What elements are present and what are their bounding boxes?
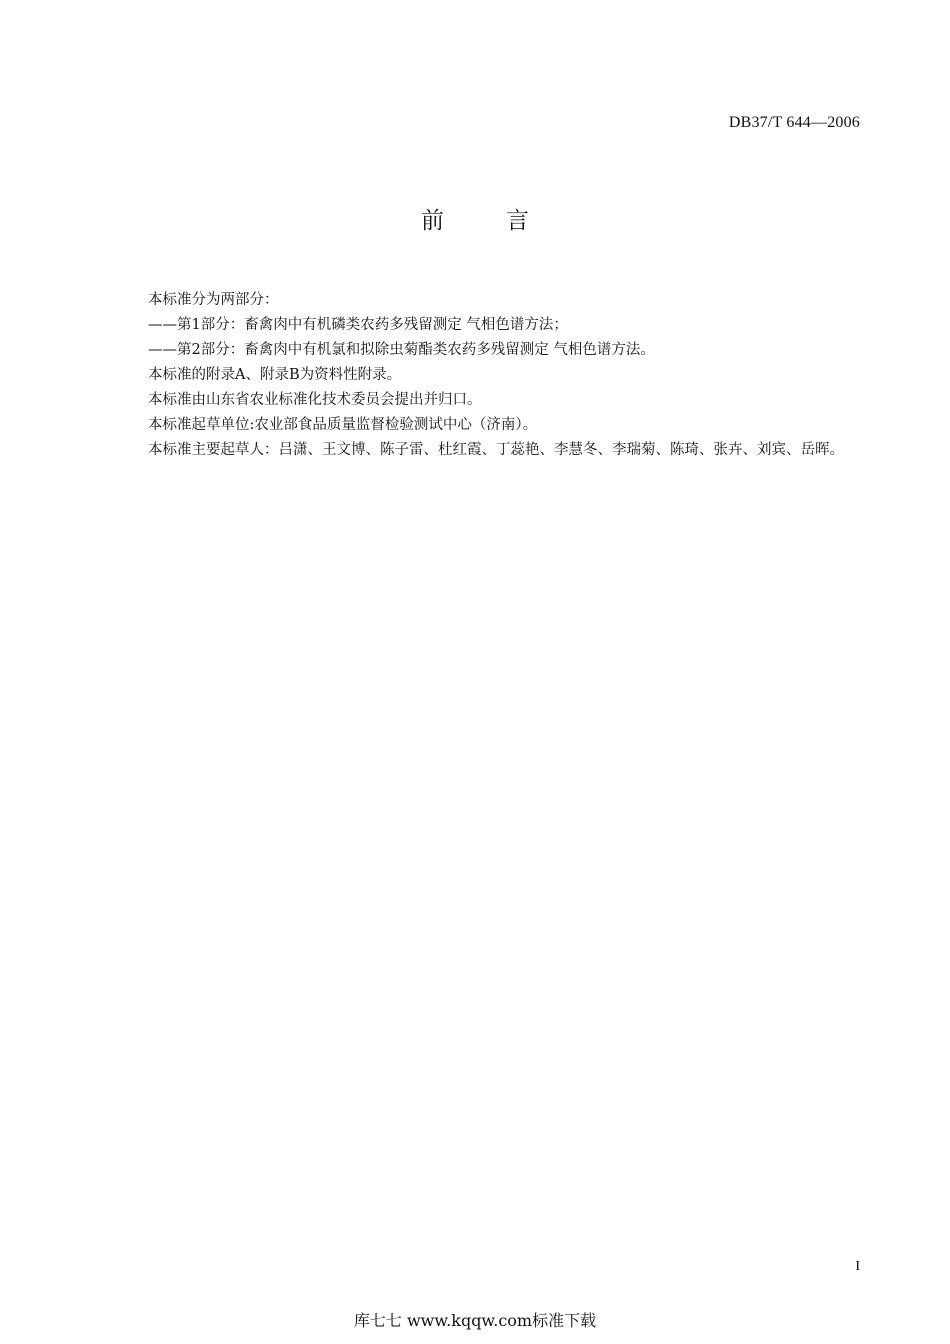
footer-watermark: 库七七 www.kqqw.com标准下载 (353, 1311, 597, 1330)
paragraph-proposer: 本标准由山东省农业标准化技术委员会提出并归口。 (148, 392, 482, 408)
document-code: DB37/T 644—2006 (728, 114, 860, 131)
foreword-body (113, 288, 860, 463)
paragraph-drafting-unit: 本标准起草单位:农业部食品质量监督检验测试中心（济南）。 (148, 417, 538, 433)
page-number: I (855, 1259, 860, 1274)
page-title: 前言 (421, 208, 591, 234)
paragraph-appendix: 本标准的附录A、附录B为资料性附录。 (148, 367, 402, 383)
paragraph-drafters: 本标准主要起草人：吕潇、王文博、陈子雷、杜红霞、丁蕊艳、李慧冬、李瑞菊、陈琦、张卉、刘宾、岳晖。 (148, 442, 844, 458)
paragraph-part2: ——第2部分：畜禽肉中有机氯和拟除虫菊酯类农药多残留测定 气相色谱方法。 (148, 342, 655, 358)
paragraph-part1: ——第1部分：畜禽肉中有机磷类农药多残留测定 气相色谱方法； (148, 317, 568, 333)
paragraph-intro: 本标准分为两部分： (148, 292, 279, 308)
